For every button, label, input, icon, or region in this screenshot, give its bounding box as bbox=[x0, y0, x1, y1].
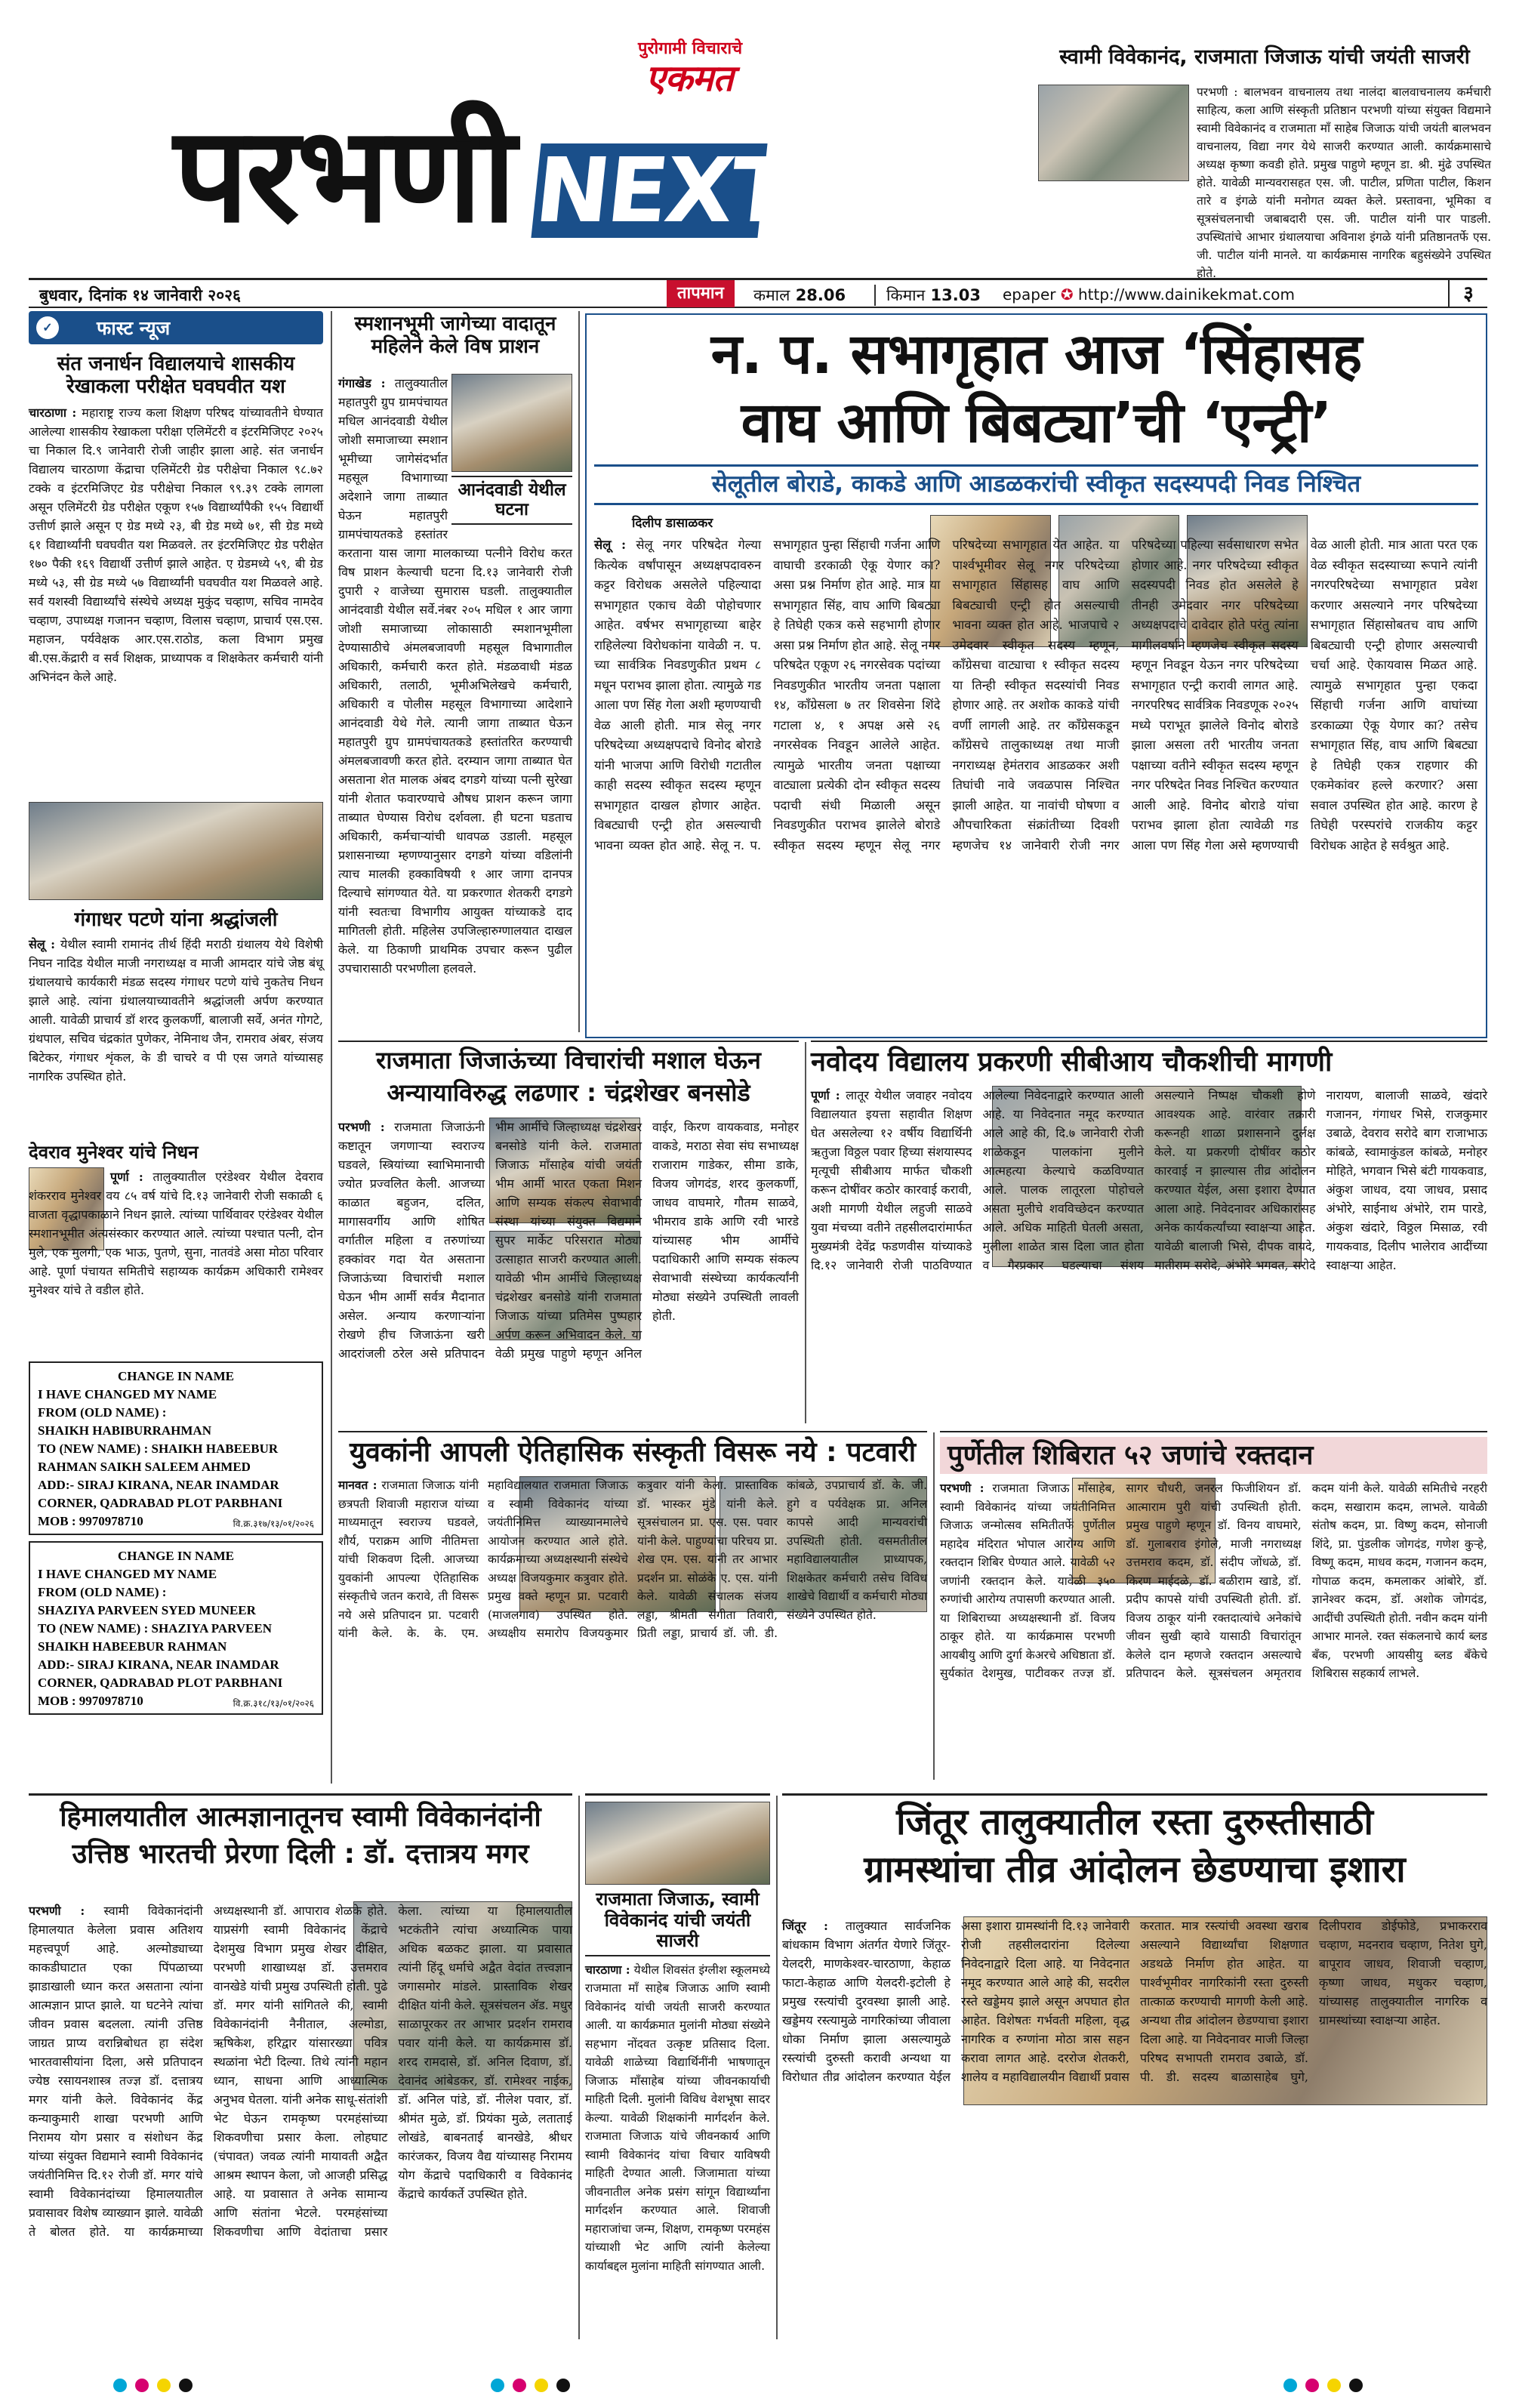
small-jayanti-headline-box bbox=[585, 1889, 770, 1956]
small-jayanti-lead: चारठाणा : bbox=[585, 1962, 630, 1977]
date-bar bbox=[29, 278, 1487, 308]
brand-logo: एकमत bbox=[646, 57, 733, 100]
fast-news-photo-1 bbox=[29, 802, 323, 900]
reg-mark-yellow-3 bbox=[1327, 2379, 1341, 2392]
registration-marks-left bbox=[113, 2379, 197, 2395]
ad-2-line-1: CHANGE IN NAME bbox=[118, 1549, 234, 1564]
ad-2-line-3: FROM (OLD NAME) : bbox=[38, 1585, 167, 1600]
reg-mark-black-2 bbox=[556, 2379, 570, 2392]
blood-headline: पुर्णेतील शिबिरात ५२ जणांचे रक्तदान bbox=[948, 1440, 1314, 1471]
ad-2-line-5: TO (NEW NAME) : SHAZIYA PARVEEN bbox=[38, 1621, 273, 1636]
jintur-headline-2: ग्रामस्थांचा तीव्र आंदोलन छेडण्याचा इशारा bbox=[864, 1848, 1406, 1892]
masthead bbox=[0, 0, 1034, 276]
reg-mark-magenta-3 bbox=[1305, 2379, 1319, 2392]
fast-news-body-3 bbox=[29, 1167, 323, 1352]
name-change-ad-2 bbox=[29, 1541, 323, 1715]
fast-news-title-3: देवराव मुनेश्वर यांचे निधन bbox=[29, 1141, 199, 1163]
patwari-body bbox=[338, 1476, 927, 1782]
reg-mark-cyan-3 bbox=[1283, 2379, 1297, 2392]
temp-min-value: 13.03 bbox=[930, 286, 981, 304]
reg-mark-black bbox=[179, 2379, 193, 2392]
temp-min-label: किमान bbox=[886, 286, 926, 304]
himalaya-headline-2: उत्तिष्ठ भारतची प्रेरणा दिली : डॉ. दत्तात्रय मगर bbox=[72, 1839, 529, 1870]
jintur-lead: जिंतूर : bbox=[782, 1919, 828, 1933]
registration-marks-center bbox=[491, 2379, 575, 2395]
fast-news-icon: ✓ bbox=[36, 316, 59, 339]
registration-marks-right bbox=[1283, 2379, 1367, 2395]
jintur-headline-1: जिंतूर तालुक्यातील रस्ता दुरुस्तीसाठी bbox=[896, 1801, 1373, 1843]
jintur-text: तालुक्यात सार्वजनिक बांधकाम विभाग अंतर्गत येणारे जिंतूर-येलदरी, माणकेश्वर-चारठाणा, केहाळ फाटा-केहाळ आणि येलदरी-इटोली हे प्रमुख रस्त्यांची दुरवस्था झाली आहे. खड्डेमय रस्त्यामुळे नागरिकांच्या जीवाला धोका निर्माण झाला असल्यामुळे रस्त्यांची दुरुस्ती करावी अन्यथा या विरोधात तीव्र आंदोलन करण्यात येईल असा इशारा ग्रामस्थांनी दि.१३ जानेवारी रोजी तहसीलदारांना दिलेल्या निवेदनाद्वारे दिला आहे. या निवेदनात नमूद करण्यात आले आहे की, सदरील रस्ते खड्डेमय झाले असून अपघात होत आहेत. विशेषतः गर्भवती महिला, वृद्ध नागरिक व रुग्णांना मोठा त्रास सहन करावा लागत आहे. दररोज शेतकरी, शालेय व महाविद्यालयीन विद्यार्थी प्रवास करतात. मात्र रस्त्यांची अवस्था खराब असल्याने विद्यार्थ्यांचा शिक्षणात अडथळे निर्माण होत आहेत. या पार्श्वभूमीवर नागरिकांनी रस्ता दुरुस्ती तात्काळ करण्याची मागणी केली आहे. अन्यथा तीव्र आंदोलन छेडण्याचा इशारा दिला आहे. या निवेदनावर माजी जिल्हा परिषद सभापती रामराव उबाळे, डॉ. पी. डी. सदस्य बाळासाहेब घुगे, दिलीपराव डोईफोडे, प्रभाकरराव चव्हाण, मदनराव चव्हाण, नितेश घुगे, बापूराव जाधव, शिवाजी चव्हाण, कृष्णा जाधव, मधुकर चव्हाण, यांच्यासह तालुक्यातील नागरिक व ग्रामस्थांच्या स्वाक्षऱ्या आहेत. bbox=[782, 1919, 1487, 2084]
patwari-headline: युवकांनी आपली ऐतिहासिक संस्कृती विसरू नये : पटवारी bbox=[349, 1437, 917, 1468]
fast-news-column bbox=[29, 311, 323, 1795]
reg-mark-magenta-2 bbox=[513, 2379, 526, 2392]
weather-label: तापमान bbox=[667, 280, 735, 307]
fast-news-lead-2: सेलू : bbox=[29, 936, 56, 951]
fast-news-title-1: संत जनार्धन विद्यालयाचे शासकीय रेखाकला परीक्षेत घवघवीत यश bbox=[57, 353, 295, 398]
reg-mark-black-3 bbox=[1349, 2379, 1363, 2392]
fast-news-lead-1: चारठाणा : bbox=[29, 405, 77, 420]
navodaya-headline: नवोदय विद्यालय प्रकरणी सीबीआय चौकशीची मागणी bbox=[811, 1047, 1333, 1078]
temp-max-label: कमाल bbox=[753, 286, 790, 304]
navodaya-story bbox=[811, 1041, 1487, 1426]
top-story bbox=[1038, 45, 1491, 280]
main-headline-line-1: न. प. सभागृहात आज ‘सिंहासह bbox=[710, 322, 1362, 387]
top-story-photo bbox=[1038, 85, 1189, 181]
navodaya-lead: पूर्णा : bbox=[811, 1088, 840, 1102]
column-divider-2 bbox=[805, 1042, 806, 1423]
ad-2-code: वि.क्र.३१८/१३/०१/२०२६ bbox=[233, 1698, 314, 1710]
main-headline-line-2: वाघ आणि बिबट्या’ची ‘एन्ट्री’ bbox=[741, 390, 1332, 456]
jintur-body bbox=[782, 1916, 1487, 2343]
top-story-headline: स्वामी विवेकानंद, राजमाता जिजाऊ यांची जयंती साजरी bbox=[1059, 45, 1470, 69]
fast-news-title-2: गंगाधर पटणे यांना श्रद्धांजली bbox=[74, 908, 278, 931]
himalaya-lead: परभणी : bbox=[29, 1904, 85, 1918]
masthead-title: परभणी bbox=[174, 99, 513, 252]
ad-2-line-6: SHAIKH HABEEBUR RAHMAN bbox=[38, 1639, 227, 1654]
poison-tag-text: आनंदवाडी येथील घटना bbox=[458, 480, 566, 520]
rajmata-text: राजमाता जिजाऊंनी कष्टातून जगणाऱ्या स्वराज्य घडवले, स्त्रियांच्या स्वाभिमानाची ज्योत प्रज्वलित केली. आजच्या काळात बहुजन, दलित, मागासवर्गीय आणि शोषित वर्गातील महिला व तरुणांच्या हक्कांवर गदा येत असताना जिजाऊंच्या विचारांची मशाल घेऊन भीम आर्मी सर्वत्र मैदानात असेल. अन्याय करणाऱ्यांना रोखणे हीच जिजाऊंना खरी आदरांजली ठरेल असे प्रतिपादन भीम आर्मीचे जिल्हाध्यक्ष चंद्रशेखर बनसोडे यांनी केले. राजमाता जिजाऊ माँसाहेब यांची जयंती भीम आर्मी भारत एकता मिशन आणि सम्यक संकल्प सेवाभावी संस्था यांच्या संयुक्त विद्यमाने सुपर मार्केट परिसरात मोठ्या उत्साहात साजरी करण्यात आली. यावेळी भीम आर्मीचे जिल्हाध्यक्ष चंद्रशेखर बनसोडे यांनी राजमाता जिजाऊ यांच्या प्रतिमेस पुष्पहार अर्पण करून अभिवादन केले. या वेळी प्रमुख पाहुणे म्हणून अनिल वाईर, किरण वायकवाड, मनोहर वाकडे, मराठा सेवा संघ सभाध्यक्ष राजाराम गाडेकर, सीमा डाके, विजय जोगदंड, शरद कुलकर्णी, जाधव वाघमारे, गौतम साळवे, भीमराव डाके आणि रवी भारडे यांच्यासह भीम आर्मीचे पदाधिकारी आणि सम्यक संकल्प सेवाभावी संस्थेच्या कार्यकर्त्यांनी मोठ्या संख्येने उपस्थिती लावली होती. bbox=[338, 1120, 799, 1361]
small-jayanti-story bbox=[585, 1793, 770, 2341]
ad-1-line-8: CORNER, QADRABAD PLOT PARBHANI bbox=[38, 1496, 283, 1511]
next-badge-text: NEXT bbox=[530, 138, 795, 242]
fast-news-body-2 bbox=[29, 935, 323, 1135]
fast-news-text-3: तालुक्यातील एरंडेश्वर येथील देवराव शंकरराव मुनेश्वर वय ८५ वर्ष यांचे दि.१३ जानेवारी रोजी सकाळी ६ वाजता वृद्धापकाळाने निधन झाले. त्यांच्या पार्थिवावर एरंडेश्वर येथील स्मशानभूमीत अंत्यसंस्कार करण्यात आले. त्यांच्या पश्चात पत्नी, दोन मुले, एक मुलगी, एक भाऊ, पुतणे, सुना, नातवंडे असा मोठा परिवार आहे. पूर्णा पंचायत समितीचे सहाय्यक कार्यक्रम अधिकारी रामेश्वर मुनेश्वर यांचे ते वडील होते. bbox=[29, 1170, 323, 1298]
temp-min bbox=[874, 285, 981, 306]
patwari-text: राजमाता जिजाऊ यांनी छत्रपती शिवाजी महाराज यांच्या माध्यमातून स्वराज्य घडवले, शौर्य, पराक्रम आणि नीतिमत्ता यांची शिकवण दिली. आजच्या युवकांनी आपल्या ऐतिहासिक संस्कृतीचे जतन करावे, ती विसरू नये असे प्रतिपादन प्रा. पटवारी यांनी केले. के. के. एम. महाविद्यालयात राजमाता जिजाऊ व स्वामी विवेकानंद यांच्या जयंतीनिमित्त व्याख्यानमालेचे आयोजन करण्यात आले होते. कार्यक्रमाच्या अध्यक्षस्थानी संस्थेचे अध्यक्ष विजयकुमार कत्रुवार होते. प्रमुख वक्ते म्हणून प्रा. पटवारी (माजलगाव) उपस्थित होते. अध्यक्षीय समारोप विजयकुमार कत्रुवार यांनी केला. प्रास्ताविक डॉ. भास्कर मुंडे यांनी केले. सूत्रसंचालन प्रा. एस. एस. पवार यांनी केले. पाहुण्यांचा परिचय प्रा. शेख एम. एस. यांनी तर आभार प्रदर्शन प्रा. सोळंके ए. एस. यांनी केले. यावेळी संचालक संजय लड्डा, श्रीमती संगीता तिवारी, प्रिती लड्डा, प्राचार्य डॉ. जी. डी. कांबळे, उपप्राचार्य डॉ. के. जी. हुगे व पर्यवेक्षक प्रा. अनिल कापसे आदी मान्यवरांची उपस्थिती होती. वसमतीतील महाविद्यालयातील प्राध्यापक, शिक्षकेतर कर्मचारी तसेच विविध शाखेचे विद्यार्थी व कर्मचारी मोठ्या संख्येने उपस्थित होते. bbox=[338, 1478, 927, 1640]
name-change-ad-1 bbox=[29, 1361, 323, 1535]
epaper bbox=[1003, 285, 1295, 304]
blood-headline-box bbox=[940, 1437, 1487, 1474]
poison-lead: गंगाखेड : bbox=[338, 376, 386, 390]
top-story-body: परभणी : बालभवन वाचनालय तथा नालंदा बालवाचनालय कर्मचारी साहित्य, कला आणि संस्कृती प्रतिष्ठान परभणी यांच्या संयुक्त विद्यमाने स्वामी विवेकानंद व राजमाता माँ साहेब जिजाऊ यांची जयंती बालभवन वाचनालय, विद्या नगर येथे साजरी करण्यात आली. कार्यक्रमासाचे अध्यक्ष कृष्णा कवडी होते. प्रमुख पाहुणे म्हणून डा. श्री. मुंढे उपस्थित होते. यावेळी मान्यवरासहत एस. जी. पाटील, प्रणिता पाटील, किशन तारे व इंगळे यांनी मनोगत व्यक्त केले. प्रस्तावना, भूमिका व सूत्रसंचलनाची जबाबदारी एस. जी. पाटील यांनी पार पाडली. उपस्थितांचे आभार ग्रंथालयाचा अविनाश इंगळे यांनी प्रतिष्ठानतर्फे एस. जी. पाटील यांनी मानले. या कार्यक्रमास नागरिक बहुसंख्येने उपस्थित होते. bbox=[1197, 85, 1491, 280]
main-body bbox=[594, 535, 1477, 1026]
column-divider-mid bbox=[578, 311, 580, 1032]
poison-body bbox=[338, 374, 572, 1034]
reg-mark-yellow bbox=[157, 2379, 171, 2392]
blood-lead: परभणी : bbox=[940, 1481, 984, 1495]
small-jayanti-photo bbox=[585, 1802, 770, 1885]
ad-1-line-9: MOB : 9970978710 bbox=[38, 1514, 143, 1529]
column-divider-3 bbox=[933, 1432, 935, 1780]
fast-news-body-1 bbox=[29, 403, 323, 796]
next-badge bbox=[530, 138, 795, 242]
fast-news-lead-3: पूर्णा : bbox=[110, 1170, 143, 1185]
blood-body bbox=[940, 1479, 1487, 1781]
epaper-url[interactable]: http://www.dainikekmat.com bbox=[1077, 285, 1295, 304]
rajmata-headline-1: राजमाता जिजाऊंच्या विचारांची मशाल घेऊन bbox=[376, 1046, 761, 1075]
rajmata-headline-2: अन्यायाविरुद्ध लढणार : चंद्रशेखर बनसोडे bbox=[387, 1078, 750, 1107]
reg-mark-cyan bbox=[113, 2379, 127, 2392]
himalaya-text: स्वामी विवेकानंदांनी हिमालयात केलेला प्रवास अतिशय महत्त्वपूर्ण आहे. अल्मोड्याच्या काकडीघाटात एका पिंपळाच्या झाडाखाली ध्यान करत असताना त्यांना आत्मज्ञान प्राप्त झाले. या घटनेने त्यांचा जीवन प्रवास बदलला. त्यांनी उत्तिष्ठ जाग्रत प्राप्य वरान्निबोधत हा संदेश भारतवासीयांना दिला, असे प्रतिपादन ज्येष्ठ रसायनशास्त्र तज्ज्ञ डॉ. दत्तात्रय मगर यांनी केले. विवेकानंद केंद्र कन्याकुमारी शाखा परभणी आणि निरामय योग प्रसार व संशोधन केंद्र यांच्या संयुक्त विद्यमाने स्वामी विवेकानंद जयंतीनिमित्त दि.१२ रोजी डॉ. मगर यांचे स्वामी विवेकानंदांच्या हिमालयातील प्रवासावर विशेष व्याख्यान झाले. यावेळी ते बोलत होते. या कार्यक्रमाच्या अध्यक्षस्थानी डॉ. आपाराव शेळके होते. याप्रसंगी स्वामी विवेकानंद केंद्राचे देशमुख विभाग प्रमुख शेखर दीक्षित, परभणी शाखाध्यक्ष डॉ. उत्तमराव वानखेडे यांची प्रमुख उपस्थिती होती. पुढे डॉ. मगर यांनी सांगितले की, स्वामी विवेकानंदांनी नैनीताल, अल्मोडा, ऋषिकेश, हरिद्वार यांसारख्या पवित्र स्थळांना भेटी दिल्या. तिथे त्यांनी महान ध्यान, साधना आणि आध्यात्मिक अनुभव घेतला. यांनी अनेक साधू-संतांशी भेट घेऊन रामकृष्ण परमहंसांच्या शिकवणीचा प्रसार केला. लोहघाट (चंपावत) जवळ त्यांनी मायावती अद्वैत आश्रम स्थापन केला, जो आजही प्रसिद्ध आहे. या प्रवासात ते अनेक सामान्य आणि संतांना भेटले. परमहंसांच्या शिकवणीचा आणि वेदांताचा प्रसार केला. त्यांच्या या हिमालयातील भटकंतीने त्यांचा अध्यात्मिक पाया अधिक बळकट झाला. या प्रवासात त्यांनी हिंदू धर्माचे अद्वैत वेदांत तत्त्वज्ञान जगासमोर मांडले. प्रास्ताविक शेखर दीक्षित यांनी केले. सूत्रसंचलन ॲड. मधुर साळापूरकर तर आभार प्रदर्शन रामराव पवार यांनी केले. या कार्यक्रमास डॉ. शरद रामदासे, डॉ. अनिल दिवाण, डॉ. देवानंद आंबेडकर, डॉ. रामेश्वर नाईक, डॉ. अनिल पांडे, डॉ. नीलेश पवार, डॉ. श्रीमंत मुळे, डॉ. प्रियंका मुळे, लताताई लोखंडे, बाबनताई बानखेडे, श्रीधर कारंजकर, विजय वैद्य यांच्यासह निरामय योग केंद्राचे पदाधिकारी व विवेकानंद केंद्राचे कार्यकर्ते उपस्थित होते. bbox=[29, 1904, 572, 2239]
rajmata-story bbox=[338, 1041, 799, 1426]
ad-1-line-7: ADD:- SIRAJ KIRANA, NEAR INAMDAR bbox=[38, 1478, 279, 1493]
page-number: ३ bbox=[1448, 280, 1487, 307]
rajmata-body bbox=[338, 1118, 799, 1423]
main-subhead: सेलूतील बोराडे, काकडे आणि आडळकरांची स्वीकृत सदस्यपदी निवड निश्चित bbox=[711, 470, 1361, 498]
ad-1-line-6: RAHMAN SAIKH SALEEM AHMED bbox=[38, 1460, 251, 1475]
ad-2-line-4: SHAZIYA PARVEEN SYED MUNEER bbox=[38, 1603, 256, 1618]
temp-max bbox=[753, 285, 846, 306]
patwari-story bbox=[338, 1431, 927, 1782]
reg-mark-cyan-2 bbox=[491, 2379, 504, 2392]
small-jayanti-text: येथील शिवसंत इंग्लीश स्कूलमध्ये राजमाता माँ साहेब जिजाऊ आणि स्वामी विवेकानंद यांची जयंती साजरी करण्यात आली. या कार्यक्रमात मुलांनी मोठ्या संख्येने सहभाग नोंदवत उत्कृष्ट प्रतिसाद दिला. यावेळी शाळेच्या विद्यार्थिनींनी भाषणातून जिजाऊ माँसाहेब यांच्या जीवनकार्याची माहिती दिली. मुलांनी विविध वेशभूषा सादर केल्या. यावेळी शिक्षकांनी मार्गदर्शन केले. राजमाता जिजाऊ यांचे जीवनकार्य आणि स्वामी विवेकानंद यांचा विचार याविषयी माहिती देण्यात आली. जिजामाता यांच्या जीवनातील अनेक प्रसंग सांगून विद्यार्थ्यांना मार्गदर्शन करण्यात आले. शिवाजी महाराजांचा जन्म, शिक्षण, रामकृष्ण परमहंस यांच्याशी भेट आणि त्यांनी केलेल्या कार्याबद्दल मुलांना माहिती सांगण्यात आली. bbox=[585, 1962, 770, 2273]
jintur-story bbox=[782, 1793, 1487, 2341]
ad-1-code: वि.क्र.३१७/१३/०१/२०२६ bbox=[233, 1518, 314, 1530]
ad-2-line-2: I HAVE CHANGED MY NAME bbox=[38, 1567, 217, 1582]
ad-1-line-5: TO (NEW NAME) : SHAIKH HABEEBUR bbox=[38, 1441, 279, 1457]
brand-tagline: पुरोगामी विचाराचे bbox=[638, 39, 743, 58]
small-jayanti-headline: राजमाता जिजाऊ, स्वामी विवेकानंद यांची जयंती साजरी bbox=[596, 1888, 760, 1952]
epaper-icon: ✪ bbox=[1060, 285, 1074, 304]
reg-mark-magenta bbox=[135, 2379, 149, 2392]
fast-news-text-1: महाराष्ट्र राज्य कला शिक्षण परिषद यांच्यावतीने घेण्यात आलेल्या शासकीय रेखाकला परीक्षा एलिमेंटरी व इंटरमिजिएट २०२५ चा निकाल दि.९ जानेवारी रोजी जाहीर झाला आहे. संत जनार्धन विद्यालय चारठाणा केंद्राचा एलिमेंटरी ग्रेड परीक्षेचा निकाल ९८.७२ टक्के व इंटरमिजिएट ग्रेड परीक्षेचा निकाल ९९.३९ टक्के लागला असून एलिमेंटरी ग्रेड परीक्षेत एकूण १५७ विद्यार्थ्यांपैकी १५५ विद्यार्थी उत्तीर्ण झाले असून ए ग्रेड मध्ये २३, बी ग्रेड मध्ये ७१, सी ग्रेड मध्ये ६१ विद्यार्थ्यांनी घवघवीत यश मिळवले. तर इंटरमिजिएट ग्रेड परीक्षेत १७० पैकी १६९ विद्यार्थी उत्तीर्ण झाले आहेत. ए ग्रेडमध्ये ५९, बी ग्रेड मध्ये ५३, सी ग्रेड मध्ये ५७ विद्यार्थ्यांनी घवघवीत यश मिळवले आहे. सर्व यशस्वी विद्यार्थ्यांचे संस्थेचे अध्यक्ष मुकुंद चव्हाण, सचिव नामदेव चव्हाण, उपाध्यक्ष गजानन चव्हाण, विलास चव्हाण, प्राचार्य एस.एस. महाजन, पर्यवेक्षक आर.एस.राठोड, कला विभाग प्रमुख बी.एस.केंद्रारी व सर्व शिक्षक, प्राध्यापक व शिक्षकेतर कर्मचारी यांनी अभिनंदन केले आहे. bbox=[29, 405, 323, 684]
ad-2-line-8: CORNER, QADRABAD PLOT PARBHANI bbox=[38, 1676, 283, 1691]
reg-mark-yellow-2 bbox=[535, 2379, 548, 2392]
ad-1-line-1: CHANGE IN NAME bbox=[118, 1369, 234, 1384]
himalaya-story bbox=[29, 1793, 572, 2341]
main-lead: सेलू : bbox=[594, 538, 627, 552]
poison-headline: स्मशानभूमी जागेच्या वादातून महिलेने केले विष प्राशन bbox=[354, 313, 556, 358]
poison-text: तालुक्यातील महातपुरी ग्रुप ग्रामपंचायत मधिल आनंदवाडी येथील जोशी समाजाच्या स्मशान भूमीच्या जागेसंदर्भात महसूल विभागाच्या अदेशाने जागा ताब्यात घेऊन महातपुरी ग्रामपंचायतकडे हस्तांतर करताना यास जागा मालकाच्या पत्नीने विरोध करत विष प्राशन केल्याची घटना दि.१३ जानेवारी रोजी दुपारी २ वाजेच्या सुमारास घडली. तालुक्यातील आनंदवाडी येथील सर्वे.नंबर २०५ मधिल १ आर जागा जोशी समाजाच्या लोकासाठी स्मशानभूमीला देण्यासाठीचे अंमलबजावणी महसूल विभागातील अधिकारी, कर्मचारी करत होते. मंडळवाधी मंडळ अधिकारी, तलाठी, भूमीअभिलेखचे कर्मचारी, अधिकारी व पोलीस महसूल विभागाच्या आदेशाने आनंदवाडी येथे गेले. त्यानी जागा ताब्यात घेऊन महातपुरी ग्रुप ग्रामपंचायतकडे हस्तांतरित करण्याची अंमलबजावणी करत होते. दरम्यान जागा ताब्यात घेत असताना शेत मालक अंबद दगडगे यांच्या पत्नी सुरेखा यांनी शेतात फवारण्याचे औषध प्राशन करून जागा ताब्यात घेण्यास विरोध दर्शवला. ही घटना घडताच अधिकारी, कर्मचाऱ्यांची धावपळ उडाली. महसूल प्रशासनाच्या म्हणण्यानुसार दगडगे यांच्या वडिलांनी त्याच मालकी हक्काविषयी १ आर जागा दानपत्र दिल्याचे सांगण्यात येते. या प्रकरणात शेतकरी दगडगे यांनी स्वतःचा विभागीय आयुक्त यांच्याकडे दाद मागितली होती. महिलेस उपजिल्हारुग्णालयात दाखल केले. या ठिकाणी प्राथमिक उपचार करून पुढील उपचारासाठी परभणीला हलवले. bbox=[338, 376, 572, 976]
main-byline: दिलीप डासाळकर bbox=[632, 516, 713, 531]
main-story bbox=[585, 313, 1487, 1038]
ad-2-line-7: ADD:- SIRAJ KIRANA, NEAR INAMDAR bbox=[38, 1657, 279, 1673]
ad-2-line-9: MOB : 9970978710 bbox=[38, 1694, 143, 1709]
poison-story bbox=[338, 313, 572, 1034]
blood-story bbox=[940, 1431, 1487, 1782]
main-text: सेलू नगर परिषदेत गेल्या कित्येक वर्षांपासून अध्यक्षपदावरुन कट्टर विरोधक असलेले पहिल्यादा सभागृहात एकाच वेळी पोहोचणार आहेत. वर्षभर सभागृहाच्या बाहेर राहिलेल्या विरोधकांना यावेळी न. प. च्या सार्वत्रिक निवडणुकीत प्रथम ८ मधून पराभव झाला होता. त्यामुळे गड आला पण सिंह गेला अशी म्हणण्याची वेळ आली होती. मात्र सेलू नगर परिषदेच्या अध्यक्षपदाचे विनोद बोराडे यांनी भाजपा आणि विरोधी गटातील काही सदस्य स्वीकृत सदस्य म्हणून सभागृहात दाखल होणार आहेत. विबट्याची एन्ट्री होत असल्याची भावना व्यक्त होत आहे. सेलू न. प. सभागृहात पुन्हा सिंहाची गर्जना आणि वाघाची डरकाळी ऐकू येणार का? असा प्रश्न निर्माण होत आहे. मात्र या सभागृहात सिंह, वाघ आणि बिबट्या हे तिघेही एकत्र कसे सहभागी होणार असा प्रश्न निर्माण होत आहे. सेलू नगर परिषदेत एकूण २६ नगरसेवक पदांच्या निवडणुकीत भारतीय जनता पक्षाला १४, काँग्रेसला ७ तर शिवसेना शिंदे गटाला ४, १ अपक्ष असे २६ नगरसेवक निवडून आलेले आहेत. त्यामुळे भारतीय जनता पक्षाच्या वाट्याला प्रत्येकी दोन स्वीकृत सदस्य पदाची संधी मिळाली असून निवडणुकीत पराभव झालेले बोराडे स्वीकृत सदस्य म्हणून सेलू नगर परिषदेच्या सभागृहात येत आहेत. या पार्श्वभूमीवर सेलू नगर परिषदेच्या सभागृहात सिंहासह वाघ आणि बिबट्याची एन्ट्री होत असल्याची भावना व्यक्त होत आहे. भाजपाचे २ उमेदवार स्वीकृत सदस्य म्हणून, काँग्रेसचा वाट्याचा १ स्वीकृत सदस्य या तिन्ही स्वीकृत सदस्यांची निवड होणार आहे. तर अशोक काकडे यांची वर्णी लागली आहे. तर काँग्रेसकडून काँग्रेसचे तालुकाध्यक्ष तथा माजी नगराध्यक्ष हेमंतराव आडळकर अशी तिघांची नावे जवळपास निश्चित झाली आहेत. या नावांची घोषणा व औपचारिकता संक्रांतीच्या दिवशी म्हणजेच १४ जानेवारी रोजी नगर परिषदेच्या पहिल्या सर्वसाधारण सभेत होणार आहे. नगर परिषदेच्या स्वीकृत सदस्यपदी निवड होत असलेले हे तीनही उमेदवार नगर परिषदेच्या अध्यक्षपदाचे दावेदार होते परंतु त्यांना मागीलवर्षाने म्हणजेच स्वीकृत सदस्य म्हणून निवडून येऊन नगर परिषदेच्या सभागृहात एन्ट्री करावी लागत आहे. नगरपरिषद सार्वत्रिक निवडणूक २०२५ मध्ये पराभूत झालेले विनोद बोराडे झाला असला तरी भारतीय जनता पक्षाच्या वतीने स्वीकृत सदस्य म्हणून नगर परिषदेत निवड निश्चित करण्यात आली आहे. विनोद बोराडे यांचा पराभव झाला होता त्यावेळी गड आला पण सिंह गेला असे म्हणण्याची वेळ आली होती. मात्र आता परत एक वेळ स्वीकृत सदस्याच्या रूपाने त्यांनी नगरपरिषदेच्या सभागृहात प्रवेश करणार असल्याने नगर परिषदेच्या सभागृहात सिंहासोबतच वाघ आणि बिबट्याची एन्ट्री होणार असल्याची चर्चा आहे. ऐकायवास मिळत आहे. त्यामुळे सभागृहात पुन्हा एकदा सिंहाची गर्जना आणि वाघांच्या डरकाळ्या ऐकू येणार का? तसेच सभागृहात सिंह, वाघ आणि बिबट्या हे तिघेही एकत्र राहणार की एकमेकांवर हल्ले करणार? असा सवाल उपस्थित होत आहे. कारण हे तिघेही परस्परांचे राजकीय कट्टर विरोधक आहेत हे सर्वश्रुत आहे. bbox=[594, 538, 1477, 853]
himalaya-headline-1: हिमालयातील आत्मज्ञानातूनच स्वामी विवेकानंदांनी bbox=[60, 1802, 541, 1833]
rajmata-lead: परभणी : bbox=[338, 1120, 385, 1134]
himalaya-body bbox=[29, 1901, 572, 2343]
column-divider-5 bbox=[776, 1796, 778, 2339]
navodaya-body bbox=[811, 1086, 1487, 1426]
epaper-label: epaper bbox=[1003, 285, 1056, 304]
fast-news-text-2: येथील स्वामी रामानंद तीर्थ हिंदी मराठी ग्रंथालय येथे विशेषी निघन नादिड येथील माजी नगराध्यक्ष व माजी आमदार यांचे जेष्ठ बंधू ग्रंथालयाचे कार्यकारी मंडळ सदस्य गंगाधर पटणे यांचे नुकतेच निधन झाले आहे. त्यांना ग्रंथालयाच्यावतीने श्रद्धांजली अर्पण करण्यात आली. यावेळी प्राचार्य डॉ शरद कुलकर्णी, बालाजी सर्वे, अनंत गोगटे, ग्रंथपाल, सचिव चंद्रकांत पुणेकर, नेमिनाथ जैन, रामराव अंबर, संजय बिटेकर, गंगाधर शृंकल, के डी चाचरे व पी एस जगते यांच्यासह नागरिक उपस्थित होते. bbox=[29, 936, 323, 1084]
patwari-lead: मानवत : bbox=[338, 1478, 377, 1492]
main-subhead-box bbox=[594, 464, 1478, 505]
date-line: बुधवार, दिनांक १४ जानेवारी २०२६ bbox=[39, 286, 241, 304]
navodaya-text: लातूर येथील जवाहर नवोदय विद्यालयात इयत्ता सहावीत शिक्षण घेत असलेल्या १२ वर्षीय विद्यार्थिनी ऋतुजा विठ्ठल पवार हिच्या संशयास्पद मृत्यूची सीबीआय मार्फत चौकशी करून दोषींवर कठोर कारवाई करावी, अशी मागणी येथील लहुजी साळवे युवा मंचच्या वतीने तहसीलदारांमार्फत मुख्यमंत्री देवेंद्र फडणवीस यांच्याकडे दि.१२ जानेवारी रोजी पाठविण्यात आलेल्या निवेदनाद्वारे करण्यात आली आहे. या निवेदनात नमूद करण्यात आले आहे की, दि.७ जानेवारी रोजी शाळेकडून पालकांना मुलीने आत्महत्या केल्याचे कळविण्यात आले. पालक लातूरला पोहोचले असता मुलीचे शवविच्छेदन करण्यात आले. अधिक माहिती घेतली असता, मुलीला शाळेत त्रास दिला जात होता व गैरप्रकार घडल्याचा संशय असल्याने निष्पक्ष चौकशी होणे आवश्यक आहे. वारंवार तक्रारी करूनही शाळा प्रशासनाने दुर्लक्ष केले. या प्रकरणी दोषींवर कठोर कारवाई न झाल्यास तीव्र आंदोलन करण्यात येईल, असा इशारा देण्यात आला आहे. निवेदनावर अधिकारांसह अनेक कार्यकर्त्यांच्या स्वाक्षऱ्या आहेत. यावेळी बालाजी भिसे, दीपक वायदे, मातीराम सरोदे, अंभोरे भगवत, सरोदे नारायण, बालाजी साळवे, खंदारे गजानन, गंगाधर भिसे, राजकुमार उबाळे, देवराव सरोदे बाग राजाभाऊ कांबळे, स्वामाकुंडल कांबळे, मनोहर मोहिते, भगवान भिसे बंटी गायकवाड, अंकुश जाधव, दया जाधव, प्रसाद अंभोरे, साईनाथ अंभोरे, राम पारडे, अंकुश खंदारे, विठ्ठल मिसाळ, रवी गायकवाड, दिलीप भालेराव आदींच्या स्वाक्षऱ्या आहेत. bbox=[811, 1088, 1487, 1272]
ad-1-line-3: FROM (OLD NAME) : bbox=[38, 1405, 167, 1420]
fast-news-label: फास्ट न्यूज bbox=[97, 317, 171, 339]
ad-1-line-4: SHAIKH HABIBURRAHMAN bbox=[38, 1423, 211, 1438]
blood-text: राजमाता जिजाऊ माँसाहेब, स्वामी विवेकानंद यांच्या जयंतीनिमित्त जिजाऊ जन्मोत्सव समितीतर्फे पुर्णेतील महादेव मंदिरात भोपाल आरोग्य आणि रक्तदान शिबिर घेण्यात आले. यावेळी ५२ जणांनी रक्तदान केले. यावेळी ३५० रुग्णांची आरोग्य तपासणी करण्यात आली. या शिबिराच्या अध्यक्षस्थानी डॉ. विजय ठाकूर होते. या कार्यक्रमास परभणी आयबीयु आणि दुर्गा केअरचे अधिष्ठाता डॉ. सुर्यकांत देशमुख, पाटीवकर तज्ज्ञ डॉ. सागर चौधरी, जनरल फिजीशियन डॉ. आत्माराम पुरी यांची उपस्थिती होती. प्रमुख पाहुणे म्हणून डॉ. विनय वाघमारे, डॉ. गुलाबराव इंगोले, माजी नगराध्यक्ष उत्तमराव कदम, डॉ. संदीप जोंधळे, डॉ. किरण माईदळे, डॉ. बळीराम खाडे, डॉ. प्रदीप कापसे यांची उपस्थिती होती. डॉ. विजय ठाकूर यांनी रक्तदात्यांचे अनेकांचे जीवन सुखी व्हावे यासाठी विचारांतून केलेले दान म्हणजे रक्तदान असल्याचे प्रतिपादन केले. सूत्रसंचलन अमृतराव कदम यांनी केले. यावेळी समितीचे नरहरी कदम, सखाराम कदम, लाभले. यावेळी संतोष कदम, प्रा. विष्णु कदम, सोनाजी शिंदे, प्रा. पुंडलीक जोगदंड, गणेश कुऱ्हे, विष्णू कदम, माधव कदम, गजानन कदम, गोपाळ कदम, कमलाकर आंबोरे, डॉ. ज्ञानेश्वर कदम, डॉ. अशोक जोगदंड, आदींची उपस्थिती होती. नवीन कदम यांनी आभार मानले. रक्त संकलनाचे कार्य ब्लड बँक, परभणी आयसीयु ब्लड बँकेचे शिबिरास सहकार्य लाभले. bbox=[940, 1481, 1487, 1680]
small-jayanti-body bbox=[585, 1961, 770, 2354]
temp-max-value: 28.06 bbox=[795, 286, 846, 304]
ad-1-line-2: I HAVE CHANGED MY NAME bbox=[38, 1387, 217, 1402]
fast-news-banner bbox=[29, 311, 323, 344]
column-divider-4 bbox=[578, 1796, 580, 2339]
column-divider-left bbox=[331, 311, 332, 1784]
